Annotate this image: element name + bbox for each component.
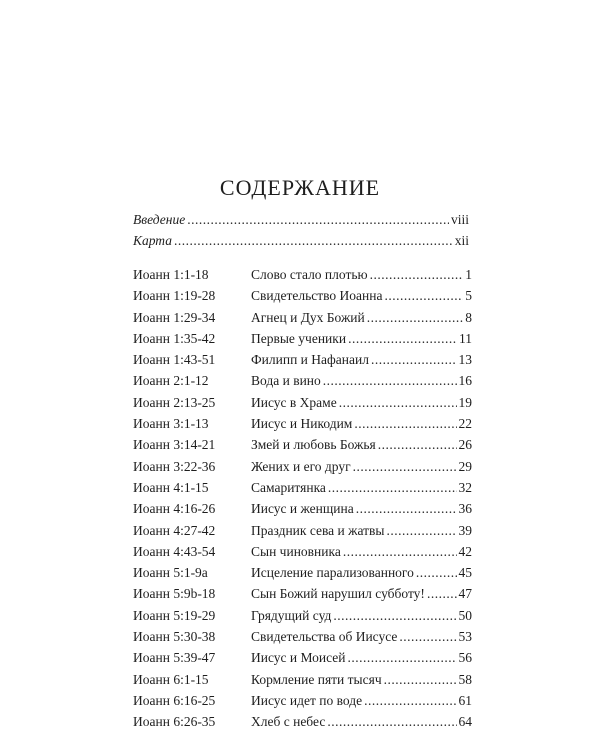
dot-leader	[378, 437, 457, 453]
toc-entry-page: 5	[465, 288, 472, 304]
toc-entry	[133, 373, 472, 394]
front-matter-label: Карта	[133, 233, 172, 248]
toc-entry-reference: Иоанн 1:35-42	[133, 330, 216, 346]
toc-entry	[133, 650, 472, 671]
toc-entry-page: 39	[458, 522, 472, 538]
dot-leader	[367, 310, 464, 326]
dot-leader	[174, 233, 453, 249]
toc-entry	[133, 437, 472, 458]
toc-entry-title: Первые ученики	[251, 330, 347, 346]
toc-entry-title: Иисус и Никодим	[251, 416, 353, 432]
toc-entry-page: 32	[458, 479, 472, 495]
toc-entry	[133, 267, 472, 288]
front-matter-list	[133, 212, 469, 254]
toc-entry-page: 11	[459, 330, 472, 346]
toc-entry-reference: Иоанн 6:26-35	[133, 714, 216, 730]
dot-leader	[416, 565, 457, 581]
toc-entry-reference: Иоанн 3:14-21	[133, 437, 216, 453]
toc-entry	[133, 416, 472, 437]
toc-entry-title: Вода и вино	[251, 373, 321, 389]
front-matter-item-map	[133, 233, 469, 254]
toc-entry-title: Иисус в Храме	[251, 394, 337, 410]
toc-entry-page: 58	[458, 671, 472, 687]
toc-entry-reference: Иоанн 6:1-15	[133, 671, 209, 687]
toc-entry-page: 1	[465, 267, 472, 282]
toc-entry-title: Праздник сева и жатвы	[251, 522, 385, 538]
dot-leader	[386, 523, 456, 539]
toc-entry-title: Жених и его друг	[251, 458, 351, 474]
toc-entry-reference: Иоанн 3:1-13	[133, 416, 209, 432]
toc-entry	[133, 288, 472, 309]
dot-leader	[327, 714, 456, 730]
dot-leader	[399, 629, 456, 645]
toc-entry	[133, 565, 472, 586]
toc-entry	[133, 480, 472, 501]
toc-entry-title: Исцеление парализованного	[251, 565, 414, 581]
front-matter-page: viii	[450, 212, 469, 227]
dot-leader	[370, 267, 464, 283]
toc-entry-title: Сын Божий нарушил субботу!	[251, 586, 425, 602]
toc-entry-reference: Иоанн 4:43-54	[133, 543, 216, 559]
dot-leader	[348, 331, 457, 347]
toc-entry-reference: Иоанн 4:16-26	[133, 501, 216, 517]
page-title: СОДЕРЖАНИЕ	[219, 175, 381, 200]
front-matter-page: xii	[454, 233, 469, 248]
toc-entry-reference: Иоанн 6:16-25	[133, 692, 216, 708]
toc-entry-page: 61	[458, 692, 472, 708]
toc-entry-page: 13	[458, 352, 472, 368]
toc-entry-page: 64	[458, 714, 472, 730]
dot-leader	[384, 672, 457, 688]
toc-entry-page: 29	[458, 458, 472, 474]
toc-entry-reference: Иоанн 5:30-38	[133, 629, 216, 645]
toc-entry-page: 26	[458, 437, 472, 453]
dot-leader	[333, 608, 456, 624]
toc-entry-title: Змей и любовь Божья	[251, 437, 376, 453]
toc-entry	[133, 714, 472, 735]
toc-entry	[133, 459, 472, 480]
dot-leader	[339, 395, 457, 411]
toc-entry-title: Свидетельство Иоанна	[251, 288, 383, 304]
toc-entry	[133, 352, 472, 373]
toc-entry	[133, 395, 472, 416]
toc-entry	[133, 693, 472, 714]
toc-entry-page: 8	[465, 309, 472, 325]
toc-entry-title: Хлеб с небес	[251, 714, 326, 730]
toc-entry-reference: Иоанн 1:29-34	[133, 309, 216, 325]
toc-entry-page: 50	[458, 607, 472, 623]
front-matter-item-introduction	[133, 212, 469, 233]
toc-entry-reference: Иоанн 5:39-47	[133, 650, 216, 666]
toc-entry-title: Свидетельства об Иисусе	[251, 629, 398, 645]
dot-leader	[323, 373, 457, 389]
toc-entry-page: 56	[458, 650, 472, 666]
toc-entry	[133, 629, 472, 650]
toc-entry-title: Агнец и Дух Божий	[251, 309, 365, 325]
dot-leader	[343, 544, 457, 560]
toc-entry	[133, 544, 472, 565]
toc-entry-reference: Иоанн 2:13-25	[133, 394, 216, 410]
toc-entry-reference: Иоанн 5:19-29	[133, 607, 216, 623]
toc-entry-page: 16	[458, 373, 472, 389]
toc-entry-title: Грядущий суд	[251, 607, 332, 623]
toc-entry-reference: Иоанн 1:43-51	[133, 352, 216, 368]
dot-leader	[384, 288, 463, 304]
toc-entry-reference: Иоанн 5:1-9а	[133, 565, 208, 581]
toc-entry	[133, 672, 472, 693]
toc-entry	[133, 586, 472, 607]
toc-entry-page: 47	[458, 586, 472, 602]
toc-entry	[133, 310, 472, 331]
toc-entry-title: Кормление пяти тысяч	[251, 671, 382, 687]
toc-entry-reference: Иоанн 2:1-12	[133, 373, 209, 389]
toc-entry	[133, 608, 472, 629]
toc-entry-page: 22	[458, 416, 472, 432]
toc-entry-title: Иисус идет по воде	[251, 692, 363, 708]
toc-entry-title: Слово стало плотью	[251, 267, 368, 282]
toc-entry-reference: Иоанн 1:1-18	[133, 267, 209, 282]
toc-entry-page: 36	[458, 501, 472, 517]
dot-leader	[353, 459, 457, 475]
toc-entry-reference: Иоанн 3:22-36	[133, 458, 216, 474]
dot-leader	[371, 352, 457, 368]
toc-entry-title: Иисус и Моисей	[251, 650, 346, 666]
toc-list	[133, 267, 472, 736]
dot-leader	[354, 416, 456, 432]
dot-leader	[356, 501, 457, 517]
toc-entry	[133, 331, 472, 352]
toc-entry-title: Иисус и женщина	[251, 501, 354, 517]
toc-entry-page: 19	[458, 394, 472, 410]
toc-entry-reference: Иоанн 4:27-42	[133, 522, 216, 538]
front-matter-label: Введение	[133, 212, 186, 227]
toc-entry-page: 53	[458, 629, 472, 645]
toc-entry-reference: Иоанн 5:9b-18	[133, 586, 216, 602]
dot-leader	[364, 693, 456, 709]
toc-entry-reference: Иоанн 1:19-28	[133, 288, 216, 304]
dot-leader	[187, 212, 449, 228]
toc-entry-reference: Иоанн 4:1-15	[133, 479, 209, 495]
toc-entry-title: Филипп и Нафанаил	[251, 352, 369, 368]
toc-entry	[133, 501, 472, 522]
dot-leader	[427, 586, 457, 602]
toc-entry-page: 42	[458, 543, 472, 559]
toc-entry-title: Сын чиновника	[251, 543, 341, 559]
toc-entry	[133, 523, 472, 544]
dot-leader	[328, 480, 457, 496]
dot-leader	[348, 650, 457, 666]
toc-entry-title: Самаритянка	[251, 479, 326, 495]
toc-entry-page: 45	[458, 565, 472, 581]
